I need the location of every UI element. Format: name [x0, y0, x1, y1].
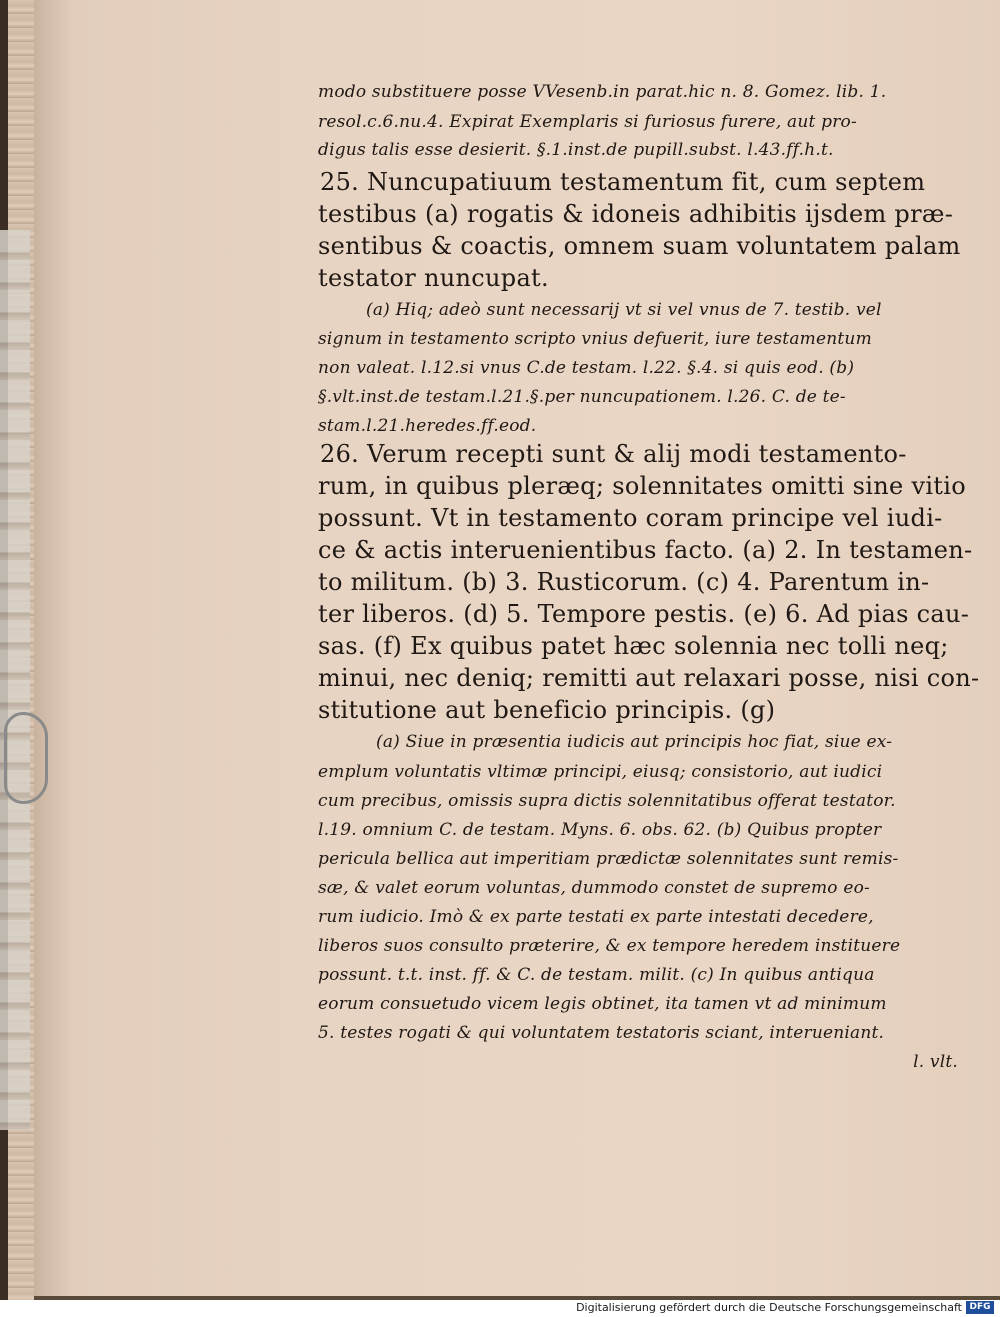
text-line: rum, in quibus pleræq; solennitates omitti sine vitio [318, 472, 966, 500]
text-line: sæ, & valet eorum voluntas, dummodo constet de supremo eo- [318, 878, 870, 898]
footer-bar [0, 1300, 1000, 1317]
text-line: ce & actis interuenientibus facto. (a) 2. In testamen- [318, 536, 973, 564]
text-line: digus talis esse desierit. §.1.inst.de pupill.subst. l.43.ff.h.t. [318, 140, 834, 160]
page-tabs [0, 230, 30, 1130]
text-line: minui, nec deniq; remitti aut relaxari posse, nisi con- [318, 664, 980, 692]
text-line: cum precibus, omissis supra dictis solennitatibus offerat testator. [318, 791, 896, 811]
text-line: pericula bellica aut imperitiam prædictæ solennitates sunt remis- [318, 849, 899, 869]
text-line: (a) Siue in præsentia iudicis aut principis hoc fiat, siue ex- [376, 732, 893, 752]
text-line: sentibus & coactis, omnem suam voluntatem palam [318, 232, 961, 260]
text-line: rum iudicio. Imò & ex parte testati ex parte intestati decedere, [318, 907, 874, 927]
text-line: eorum consuetudo vicem legis obtinet, ita tamen vt ad minimum [318, 994, 887, 1014]
text-line: modo substituere posse VVesenb.in parat.hic n. 8. Gomez. lib. 1. [318, 82, 887, 102]
text-line: non valeat. l.12.si vnus C.de testam. l.22. §.4. si quis eod. (b) [318, 358, 855, 378]
text-line: l. vlt. [913, 1052, 958, 1072]
footer-credit: Digitalisierung gefördert durch die Deutsche Forschungsgemeinschaft [576, 1301, 962, 1314]
text-line: 25. Nuncupatiuum testamentum fit, cum septem [320, 168, 926, 196]
text-line: emplum voluntatis vltimæ principi, eiusq; consistorio, aut iudici [318, 762, 883, 782]
text-line: testator nuncupat. [318, 264, 549, 292]
dfg-logo: DFG [966, 1301, 994, 1314]
text-line: liberos suos consulto præterire, & ex tempore heredem instituere [318, 936, 901, 956]
text-line: possunt. t.t. inst. ff. & C. de testam. milit. (c) In quibus antiqua [318, 965, 875, 985]
text-line: sas. (f) Ex quibus patet hæc solennia nec tolli neq; [318, 632, 949, 660]
text-line: resol.c.6.nu.4. Expirat Exemplaris si furiosus furere, aut pro- [318, 112, 857, 132]
text-line: stam.l.21.heredes.ff.eod. [318, 416, 537, 436]
text-line: (a) Hiq; adeò sunt necessarij vt si vel vnus de 7. testib. vel [366, 300, 882, 320]
text-line: signum in testamento scripto vnius defuerit, iure testamentum [318, 329, 872, 349]
paper-clip-icon [4, 712, 48, 804]
text-line: ter liberos. (d) 5. Tempore pestis. (e) 6. Ad pias cau- [318, 600, 970, 628]
text-line: possunt. Vt in testamento coram principe vel iudi- [318, 504, 943, 532]
text-line: testibus (a) rogatis & idoneis adhibitis ijsdem præ- [318, 200, 954, 228]
text-line: 26. Verum recepti sunt & alij modi testamento- [320, 440, 907, 468]
text-line: to militum. (b) 3. Rusticorum. (c) 4. Parentum in- [318, 568, 930, 596]
text-line: l.19. omnium C. de testam. Myns. 6. obs. 62. (b) Quibus propter [318, 820, 882, 840]
text-line: 5. testes rogati & qui voluntatem testatoris sciant, interueniant. [318, 1023, 885, 1043]
text-line: stitutione aut beneficio principis. (g) [318, 696, 776, 724]
text-line: §.vlt.inst.de testam.l.21.§.per nuncupationem. l.26. C. de te- [318, 387, 846, 407]
